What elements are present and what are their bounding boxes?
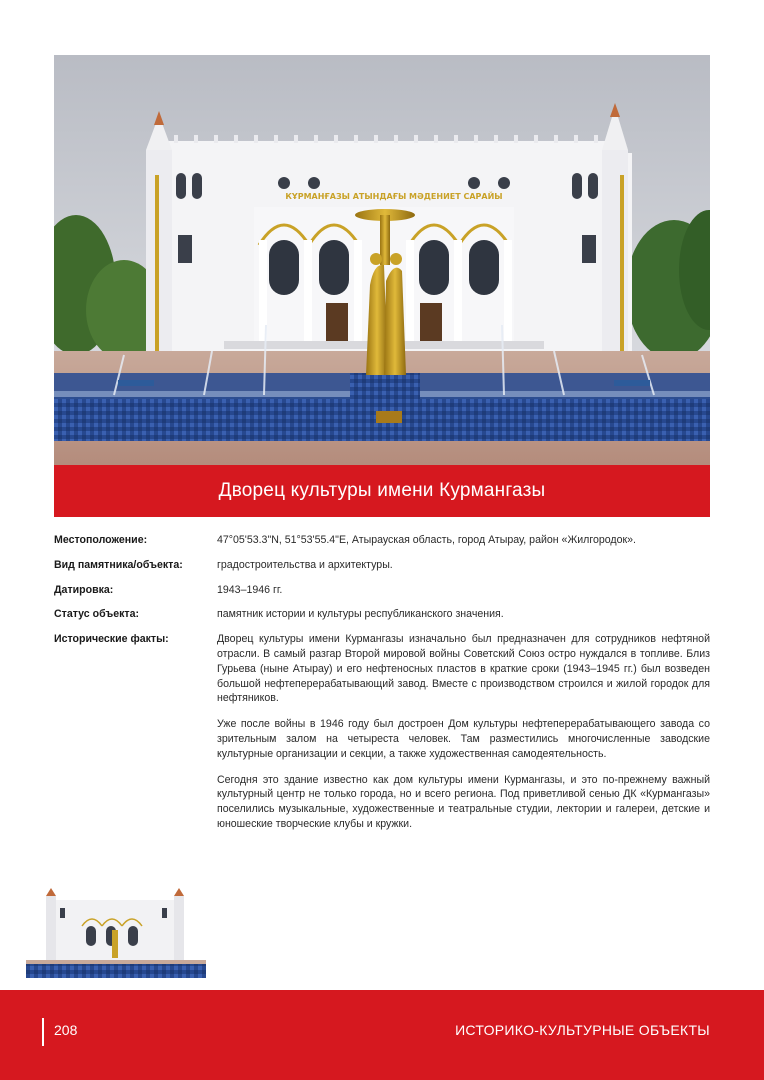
building-thumbnail [22, 886, 208, 980]
type-value: градостроительства и архитектуры. [217, 558, 393, 571]
info-row-type [54, 558, 710, 573]
section-title: ИСТОРИКО-КУЛЬТУРНЫЕ ОБЪЕКТЫ [455, 1022, 710, 1038]
info-row-facts [54, 632, 710, 832]
facts-label: Исторические факты: [54, 633, 169, 646]
facts-text [217, 632, 710, 832]
dating-label: Датировка: [54, 583, 114, 596]
info-row-dating [54, 583, 710, 598]
page-title: Дворец культуры имени Курмангазы [218, 480, 546, 501]
location-value: 47°05'53.3"N, 51°53'55.4"E, Атырауская область, город Атырау, район «Жилгородок». [217, 534, 636, 546]
title-band [54, 465, 710, 517]
status-value: памятник истории и культуры республиканского значения. [217, 608, 504, 621]
facade-sign: КҰРМАНҒАЗЫ АТЫНДАҒЫ МӘДЕНИЕТ САРАЙЫ [285, 192, 503, 201]
status-label: Статус объекта: [54, 608, 140, 621]
info-row-location [54, 533, 710, 548]
dating-value: 1943–1946 гг. [217, 583, 283, 596]
main-photo [54, 55, 710, 465]
page-footer [0, 990, 764, 1080]
type-label: Вид памятника/объекта: [54, 558, 183, 571]
footer-divider [42, 1018, 44, 1046]
facts-paragraph: Сегодня это здание известно как дом культуры имени Курмангазы, и это по-прежнему важный культурный центр не только города, но и всего региона. Под приветливой сенью ДК «Курмангазы» поселились музыкальные, художественные и театральные студии, лектории и галереи, детские и юношеские творческие клубы и кружки. [217, 773, 710, 830]
facts-paragraph: Дворец культуры имени Курмангазы изначально был предназначен для сотрудников нефтяной отрасли. В самый разгар Второй мировой войны Советский Союз остро нуждался в топливе. Близ Гурьева (ныне Атырау) и его нефтеносных пластов в краткие сроки (1943–1945 гг.) был возведен большой нефтеперерабатывающий завод. Вместе с производством строился и жилой городок для нефтяников. [217, 633, 710, 705]
info-row-status [54, 607, 710, 622]
page-number: 208 [54, 1022, 78, 1038]
location-label: Местоположение: [54, 534, 148, 546]
facts-paragraph: Уже после войны в 1946 году был достроен Дом культуры нефтеперерабатывающего завода со зрительным залом на четыреста человек. Там разместились многочисленные заводские культурные организации и секции, а также художественная самодеятельность. [217, 718, 710, 760]
info-table [54, 533, 710, 842]
